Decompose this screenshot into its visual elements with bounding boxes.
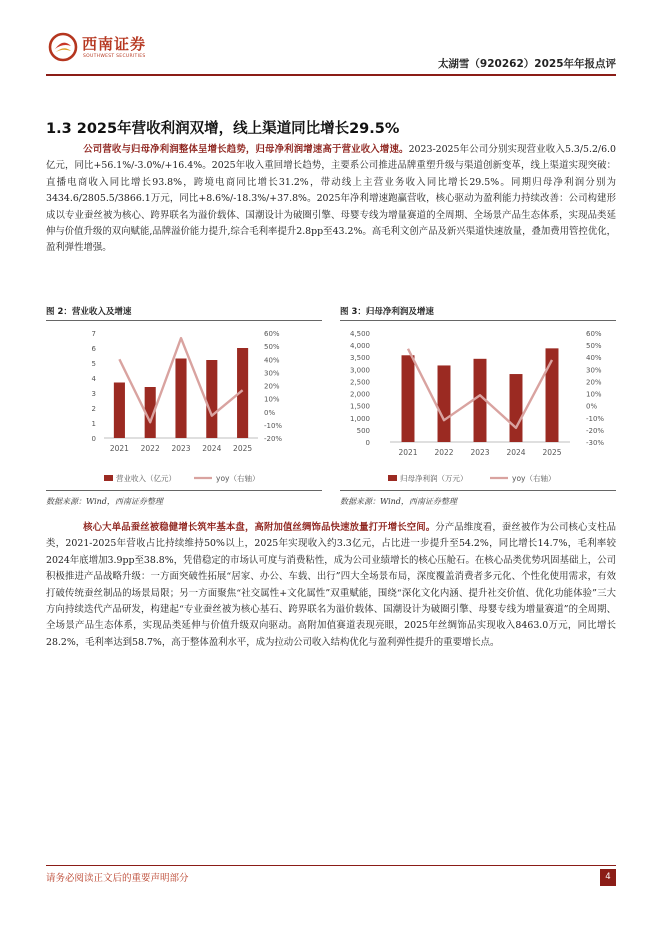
left-tick-label: 3: [91, 390, 96, 398]
revenue-chart: [46, 321, 322, 489]
left-tick-label: 1,500: [349, 402, 370, 411]
figure-divider: [340, 490, 616, 491]
logo-mark-icon: [48, 32, 78, 62]
right-tick-label: 20%: [586, 378, 602, 387]
right-tick-label: -20%: [586, 426, 605, 435]
legend-label: 归母净利润（万元）: [400, 474, 468, 483]
paragraph-products: [46, 520, 616, 651]
logo-subtext: SOUTHWEST SECURITIES: [83, 54, 146, 59]
x-tick-label: 2022: [140, 444, 160, 453]
right-tick-label: 10%: [586, 390, 602, 399]
x-tick-label: 2024: [202, 444, 222, 453]
net-profit-chart: [340, 321, 616, 489]
footer-disclaimer: 请务必阅读正文后的重要声明部分: [46, 873, 189, 884]
revenue-chart-svg: [46, 321, 322, 489]
right-tick-label: 40%: [264, 356, 280, 365]
right-tick-label: 20%: [264, 382, 280, 391]
left-tick-label: 500: [356, 426, 370, 435]
figure-2-title: 图 2：营业收入及增速: [46, 307, 132, 317]
figure-source: 数据来源：Wind，西南证券整理: [340, 497, 457, 506]
legend-swatch-bar: [104, 475, 113, 481]
left-tick-label: 3,000: [349, 366, 370, 375]
x-tick-label: 2022: [434, 448, 454, 457]
left-tick-label: 5: [91, 360, 96, 368]
chart-bar: [510, 374, 523, 442]
page-header: [0, 0, 662, 82]
right-tick-label: 40%: [586, 354, 602, 363]
figure-source: 数据来源：Wind，西南证券整理: [46, 497, 163, 506]
right-tick-label: -20%: [264, 435, 283, 443]
paragraph-lead: 核心大单品蚕丝被稳健增长筑牢基本盘，高附加值丝绸饰品快速放量打开增长空间。: [83, 522, 436, 533]
right-tick-label: 60%: [586, 330, 602, 338]
left-tick-label: 7: [91, 330, 96, 338]
logo-text: 西南证券: [82, 35, 147, 53]
x-tick-label: 2025: [542, 448, 562, 457]
legend-label: 营业收入（亿元）: [116, 474, 176, 483]
left-tick-label: 4: [91, 375, 96, 383]
legend-label: yoy（右轴）: [216, 474, 260, 483]
right-tick-label: 50%: [264, 343, 280, 352]
section-title: 1.3 2025年营收利润双增，线上渠道同比增长29.5%: [46, 121, 400, 137]
legend-label: yoy（右轴）: [512, 474, 556, 483]
left-tick-label: 0: [365, 439, 370, 447]
footer-divider: [46, 865, 616, 866]
right-tick-label: 0%: [264, 408, 276, 417]
right-tick-label: 60%: [264, 330, 280, 338]
x-tick-label: 2025: [233, 444, 253, 453]
left-tick-label: 6: [91, 345, 96, 353]
right-tick-label: -30%: [586, 439, 605, 447]
left-tick-label: 1: [91, 420, 96, 428]
x-tick-label: 2023: [171, 444, 191, 453]
chart-bar: [402, 355, 415, 442]
paragraph-revenue: [46, 142, 616, 257]
paragraph-body: 2023-2025年公司分别实现营业收入5.3/5.2/6.0亿元，同比+56.1%/-3.0%/+16.4%。2025年收入重回增长趋势，主要系公司推进品牌重塑升级与渠道创新变革，线上渠道实现突破：直播电商收入同比增长93.8%，跨境电商同比增长31.2%，带动线上主营业务收入同比增长29.5%。同期归母净利润分别为3434.6/2805.5/3866.1万元，同比+8.6%/-18.3%/+37.8%。2025年净利增速跑赢营收，核心驱动为盈利能力持续改善：公司构建形成以专业蚕丝被为核心、跨界联名为溢价载体、国潮设计为破圈引擎、母婴专线为增量赛道的全周期、全场景产品生态体系，实现品类延伸与价值升级的双向赋能,品牌溢价能力提升,综合毛利率提升2.8pp至43.2%。高毛利文创产品及新兴渠道快速放量，叠加费用管控优化，盈利弹性增强。: [46, 144, 616, 254]
right-tick-label: 10%: [264, 395, 280, 404]
figure-3-title: 图 3：归母净利润及增速: [340, 307, 434, 317]
company-logo: [48, 32, 168, 68]
legend-swatch-bar: [388, 475, 397, 481]
right-tick-label: 50%: [586, 342, 602, 351]
net-profit-chart-svg: [340, 321, 616, 489]
header-divider: [46, 74, 616, 76]
chart-bar: [175, 359, 186, 439]
right-tick-label: -10%: [264, 421, 283, 430]
left-tick-label: 1,000: [349, 414, 370, 423]
x-tick-label: 2021: [398, 448, 418, 457]
report-title: 太湖雪（920262）2025年年报点评: [437, 58, 616, 70]
left-tick-label: 2: [91, 405, 96, 413]
left-tick-label: 0: [91, 435, 96, 443]
right-tick-label: 30%: [264, 369, 280, 378]
chart-bar: [206, 360, 217, 438]
x-tick-label: 2023: [470, 448, 490, 457]
left-tick-label: 4,500: [349, 330, 370, 338]
chart-bar: [438, 365, 451, 442]
figure-divider: [46, 490, 322, 491]
right-tick-label: 0%: [586, 402, 598, 411]
paragraph-body: 分产品维度看，蚕丝被作为公司核心支柱品类，2021-2025年营收占比持续维持50%以上，2025年实现收入约3.3亿元，占比进一步提升至54.2%，同比增长14.7%，毛利率较2024年底增加3.9pp至38.8%，凭借稳定的市场认可度与消费粘性，成为公司业绩增长的核心压舱石。在核心品类优势巩固基础上，公司积极推进产品战略升级：一方面突破性拓展“居家、办公、车载、出行”四大全场景布局，深度覆盖消费者多元化、个性化使用需求，有效打破传统蚕丝制品的场景局限；另一方面聚焦“社交属性+文化属性”双重赋能，围绕“深化文化内涵、提升社交价值、优化功能体验”三大方向持续迭代产品研发，构建起“专业蚕丝被为核心基石、跨界联名为溢价载体、国潮设计为破圈引擎、母婴专线为增量赛道”的全周期、全场景产品生态体系，实现品类延伸与价值升级双向驱动。高附加值赛道表现亮眼，2025年丝绸饰品实现收入8463.0万元，同比增长28.2%，毛利率达到58.7%，高于整体盈利水平，成为拉动公司收入结构优化与盈利弹性提升的重要增长点。: [46, 522, 616, 648]
right-tick-label: 30%: [586, 366, 602, 375]
left-tick-label: 3,500: [349, 354, 370, 363]
page-number: 4: [600, 869, 616, 886]
left-tick-label: 4,000: [349, 342, 370, 351]
chart-bar: [114, 383, 125, 439]
left-tick-label: 2,500: [349, 378, 370, 387]
right-tick-label: -10%: [586, 414, 605, 423]
paragraph-lead: 公司营收与归母净利润整体呈增长趋势，归母净利润增速高于营业收入增速。: [83, 144, 409, 155]
left-tick-label: 2,000: [349, 390, 370, 399]
x-tick-label: 2021: [109, 444, 129, 453]
x-tick-label: 2024: [506, 448, 526, 457]
